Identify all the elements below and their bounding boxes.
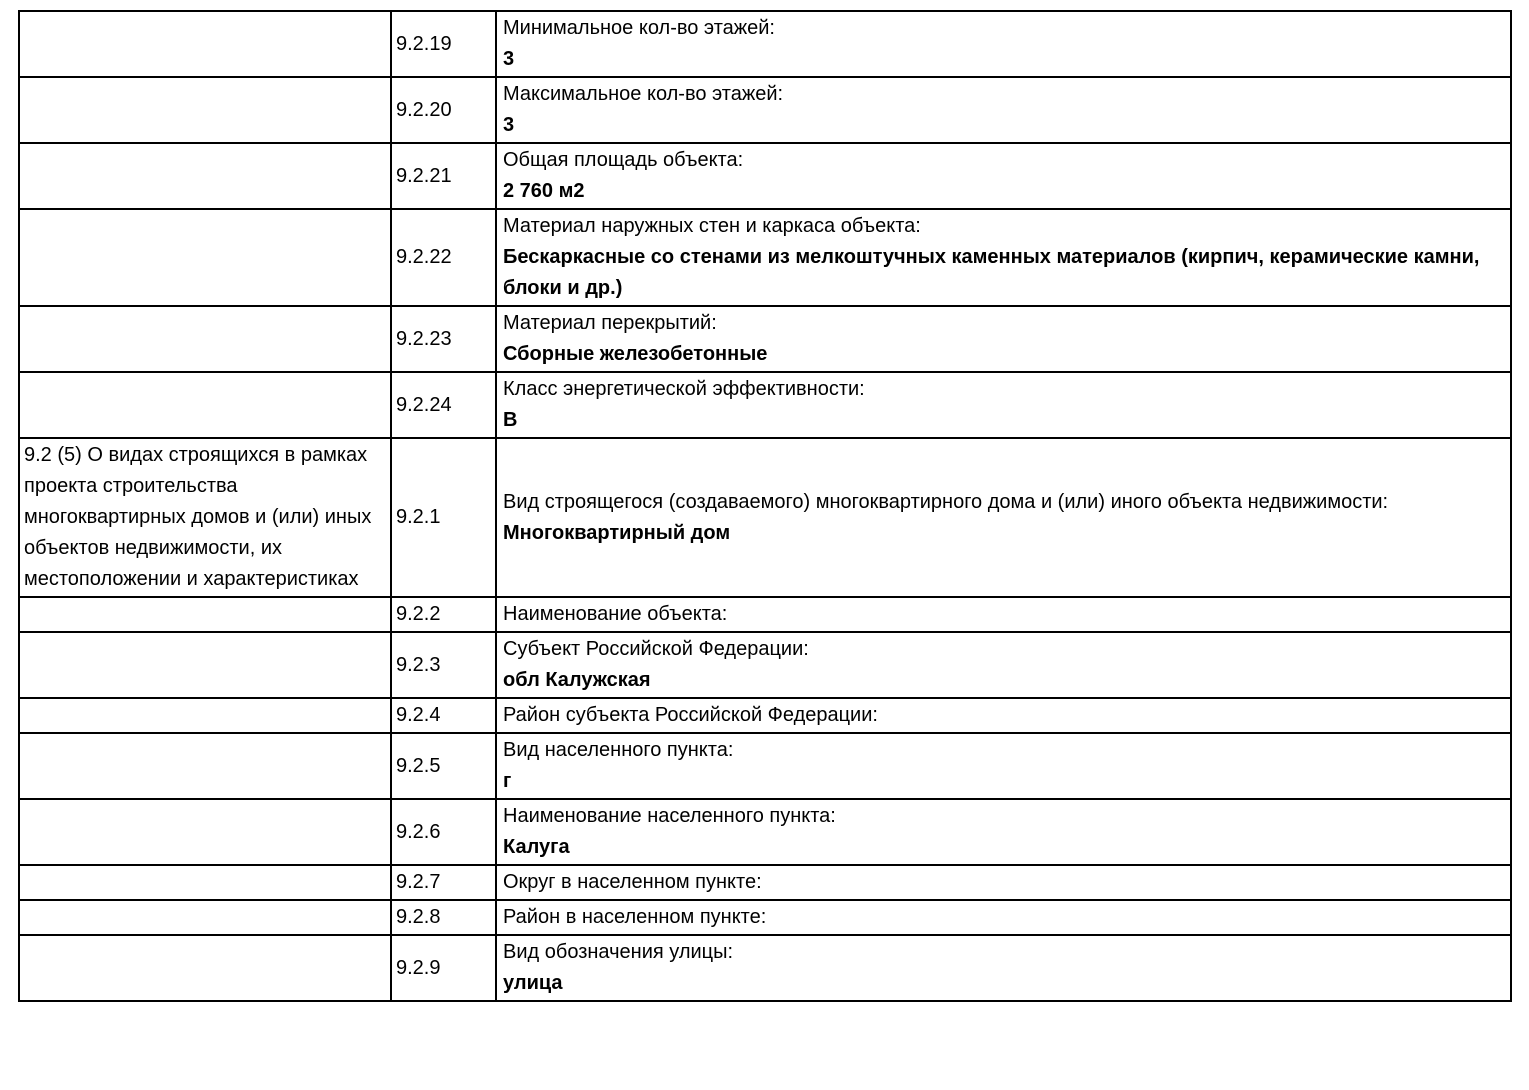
table-row (19, 143, 1511, 209)
item-number: 9.2.23 (391, 306, 496, 372)
item-value: 3 (503, 114, 515, 136)
section-cell (19, 799, 391, 865)
item-value: Сборные железобетонные (503, 343, 768, 365)
item-number: 9.2.2 (391, 597, 496, 632)
item-label: Вид строящегося (создаваемого) многоквартирного дома и (или) иного объекта недвижимости: (503, 490, 1389, 513)
item-cell (496, 77, 1511, 143)
item-label: Район в населенном пункте: (503, 906, 767, 928)
section-cell (19, 143, 391, 209)
item-cell (496, 632, 1511, 698)
table-row (19, 865, 1511, 900)
section-cell (19, 935, 391, 1001)
table-row (19, 597, 1511, 632)
section-cell (19, 209, 391, 306)
table-row (19, 935, 1511, 1001)
item-value: обл Калужская (503, 669, 651, 691)
item-value: 3 (503, 48, 515, 70)
item-label: Общая площадь объекта: (503, 149, 744, 171)
item-cell (496, 597, 1511, 632)
item-number: 9.2.19 (391, 11, 496, 77)
table-row (19, 11, 1511, 77)
item-label: Округ в населенном пункте: (503, 871, 762, 893)
item-cell (496, 900, 1511, 935)
section-cell (19, 900, 391, 935)
item-cell (496, 733, 1511, 799)
item-cell (496, 865, 1511, 900)
item-label: Максимальное кол-во этажей: (503, 83, 784, 105)
table-row (19, 900, 1511, 935)
item-cell (496, 306, 1511, 372)
table-row (19, 209, 1511, 306)
item-number: 9.2.3 (391, 632, 496, 698)
item-value: 2 760 м2 (503, 180, 585, 202)
item-value: улица (503, 972, 563, 994)
item-number: 9.2.7 (391, 865, 496, 900)
section-cell (19, 11, 391, 77)
section-cell (19, 597, 391, 632)
item-label: Район субъекта Российской Федерации: (503, 704, 878, 726)
item-number: 9.2.4 (391, 698, 496, 733)
item-value: Калуга (503, 836, 570, 858)
item-number: 9.2.8 (391, 900, 496, 935)
table-row (19, 438, 1511, 597)
table-row (19, 698, 1511, 733)
item-value: Бескаркасные со стенами из мелкоштучных каменных материалов (кирпич, керамические камни, блоки и др.) (503, 246, 1480, 299)
table-row (19, 306, 1511, 372)
section-cell (19, 306, 391, 372)
section-title: 9.2 (5) О видах строящихся в рамках проекта строительства многоквартирных домов и (или) иных объектов недвижимости, их местоположении и характеристиках (24, 444, 372, 590)
item-cell (496, 438, 1511, 597)
item-label: Вид населенного пункта: (503, 739, 734, 761)
item-label: Материал перекрытий: (503, 312, 717, 334)
item-number: 9.2.24 (391, 372, 496, 438)
section-cell (19, 632, 391, 698)
item-cell (496, 935, 1511, 1001)
section-cell (19, 698, 391, 733)
item-number: 9.2.21 (391, 143, 496, 209)
item-label: Вид обозначения улицы: (503, 941, 734, 963)
item-value: Многоквартирный дом (503, 521, 731, 544)
item-value: г (503, 770, 512, 792)
item-number: 9.2.9 (391, 935, 496, 1001)
item-label: Субъект Российской Федерации: (503, 638, 809, 660)
item-cell (496, 11, 1511, 77)
item-number: 9.2.22 (391, 209, 496, 306)
item-label: Наименование населенного пункта: (503, 805, 836, 827)
table-row (19, 77, 1511, 143)
declaration-table (18, 10, 1512, 1002)
item-label: Минимальное кол-во этажей: (503, 17, 775, 39)
item-cell (496, 698, 1511, 733)
item-number: 9.2.5 (391, 733, 496, 799)
item-number: 9.2.6 (391, 799, 496, 865)
item-label: Класс энергетической эффективности: (503, 378, 865, 400)
section-cell (19, 372, 391, 438)
item-value: В (503, 409, 518, 431)
item-number: 9.2.1 (391, 438, 496, 597)
section-cell (19, 733, 391, 799)
section-cell (19, 865, 391, 900)
table-row (19, 632, 1511, 698)
item-cell (496, 799, 1511, 865)
item-cell (496, 209, 1511, 306)
item-cell (496, 372, 1511, 438)
table-row (19, 799, 1511, 865)
item-label: Наименование объекта: (503, 603, 728, 625)
item-label: Материал наружных стен и каркаса объекта: (503, 215, 921, 237)
section-cell (19, 438, 391, 597)
item-cell (496, 143, 1511, 209)
section-cell (19, 77, 391, 143)
table-row (19, 372, 1511, 438)
item-number: 9.2.20 (391, 77, 496, 143)
table-row (19, 733, 1511, 799)
